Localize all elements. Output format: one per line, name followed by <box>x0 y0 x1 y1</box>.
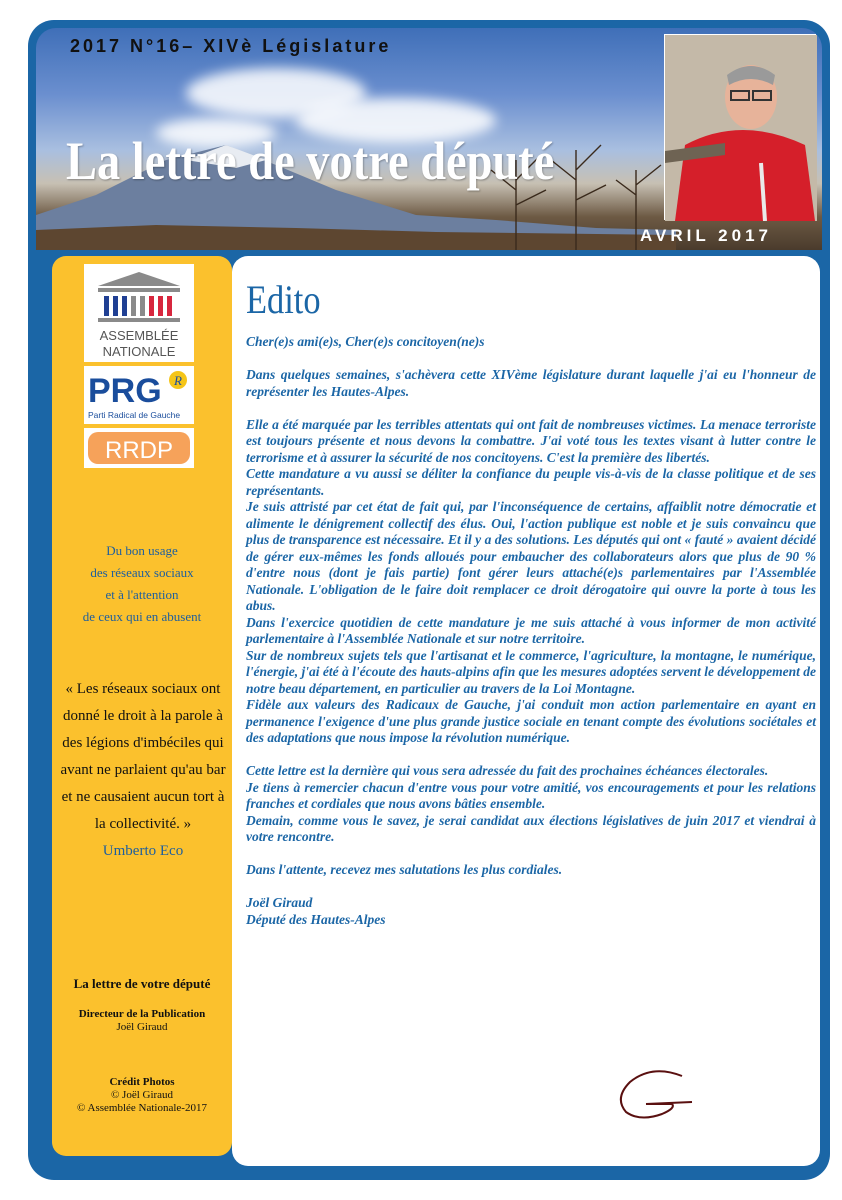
quote-author: Umberto Eco <box>102 843 184 859</box>
paragraph: Dans quelques semaines, s'achèvera cette XIVème législature durant laquelle j'ai eu l'honneur de représenter les Hautes-Alpes. <box>246 367 816 399</box>
paragraph: Sur de nombreux sujets tels que l'artisanat et le commerce, l'agriculture, la montagne, le numérique, l'énergie, j'ai été à l'écoute des hauts-alpins afin que les mesures adoptées servent le développement de notre beau département, en particulier au travers de la Loi Montagne. <box>246 647 816 696</box>
paragraph: Dans l'attente, recevez mes salutations les plus cordiales. <box>246 862 563 877</box>
director-label: Directeur de la Publication <box>78 1008 206 1020</box>
paragraph: Cette lettre est la dernière qui vous sera adressée du fait des prochaines échéances électorales. <box>246 763 769 778</box>
note-line: et à l'attention <box>105 587 179 602</box>
note-line: Du bon usage <box>106 543 178 558</box>
handwritten-signature <box>612 1064 712 1124</box>
paragraph: Je tiens à remercier chacun d'entre vous pour votre amitié, vos encouragements et pour les relations franches et cordiales que nous avons bâties ensemble. <box>246 779 816 811</box>
rrdp-logo <box>84 428 194 468</box>
note-line: de ceux qui en abusent <box>82 609 202 624</box>
credit-line: © Assemblée Nationale-2017 <box>77 1102 207 1114</box>
sidebar <box>52 256 232 1156</box>
paragraph: Elle a été marquée par les terribles attentats qui ont fait de nombreuses victimes. La menace terroriste est toujours présente et nous devons la combattre. J'ai voté tous les textes visant à lutter contre le terrorisme et à assurer la sécurité de nos concitoyens. C'est la première des libertés. <box>246 416 816 465</box>
paragraph: Fidèle aux valeurs des Radicaux de Gauche, j'ai conduit mon action parlementaire en ayant en permanence l'exigence d'une plus grande justice sociale en tenant compte des évolutions sociétales et des adaptations que nous impose la révolution numérique. <box>246 697 816 745</box>
assemblee-logo-line1: ASSEMBLÉE <box>99 328 179 343</box>
header-banner <box>36 28 822 250</box>
note-line: des réseaux sociaux <box>90 565 194 580</box>
signatory-role: Député des Hautes-Alpes <box>246 911 386 927</box>
prg-logo-text: PRG <box>88 372 162 410</box>
assemblee-nationale-logo <box>84 264 194 362</box>
edito-body <box>246 334 816 928</box>
rrdp-logo-text: RRDP <box>104 437 174 464</box>
edito-title: Edito <box>246 277 321 322</box>
assemblee-logo-line2: NATIONALE <box>102 344 176 359</box>
paragraph: Demain, comme vous le savez, je serai candidat aux élections législatives de juin 2017 et viendrai à votre rencontre. <box>246 812 816 844</box>
credit-line: © Joël Giraud <box>110 1089 174 1101</box>
issue-date: AVRIL 2017 <box>640 226 772 245</box>
deputy-photo <box>664 34 816 220</box>
publication-title: La lettre de votre député <box>73 976 211 991</box>
issue-line: 2017 N°16– XIVè Législature <box>70 36 392 56</box>
paragraph: Cette mandature a vu aussi se déliter la confiance du peuple vis-à-vis de la classe politique et de ses représentants. <box>246 466 816 498</box>
prg-logo-subtitle: Parti Radical de Gauche <box>88 410 181 420</box>
director-name: Joël Giraud <box>116 1021 168 1033</box>
prg-logo <box>84 366 194 424</box>
svg-text:R: R <box>174 373 182 388</box>
paragraph: Je suis attristé par cet état de fait qui, par l'inconséquence de certains, affaiblit notre démocratie et alimente le dénigrement collectif des élus. Oui, l'action publique est noble et je suis convaincu que plus de transparence est nécessaire. Et il y a des solutions. Les députés qui ont « fauté » avaient décidé de gérer eux-mêmes les fonds alloués pour embaucher des collaborateurs alors que plus de 90 % d'entre nous (dont je fais partie) font gérer leurs attaché(e)s parlementaires par l'Assemblée Nationale. L'obligation de le faire doit remplacer ce droit dérogatoire qui ouvre la porte à tous les abus. <box>246 499 816 613</box>
eco-quote <box>60 676 226 865</box>
newsletter-title: La lettre de votre député <box>66 131 555 191</box>
edito-panel <box>232 256 820 1166</box>
signatory-name: Joël Giraud <box>246 895 313 910</box>
salutation: Cher(e)s ami(e)s, Cher(e)s concitoyen(ne)s <box>246 334 485 349</box>
quote-text: « Les réseaux sociaux ont donné le droit à la parole à des légions d'imbéciles qui avant ne parlaient qu'au bar et ne causaient aucun tort à la collectivité. » <box>60 681 226 832</box>
credit-label: Crédit Photos <box>109 1076 175 1088</box>
paragraph: Dans l'exercice quotidien de cette mandature je me suis attaché à vous informer de mon activité parlementaire à l'Assemblée Nationale et sur notre territoire. <box>246 614 816 646</box>
social-networks-note <box>52 540 232 628</box>
